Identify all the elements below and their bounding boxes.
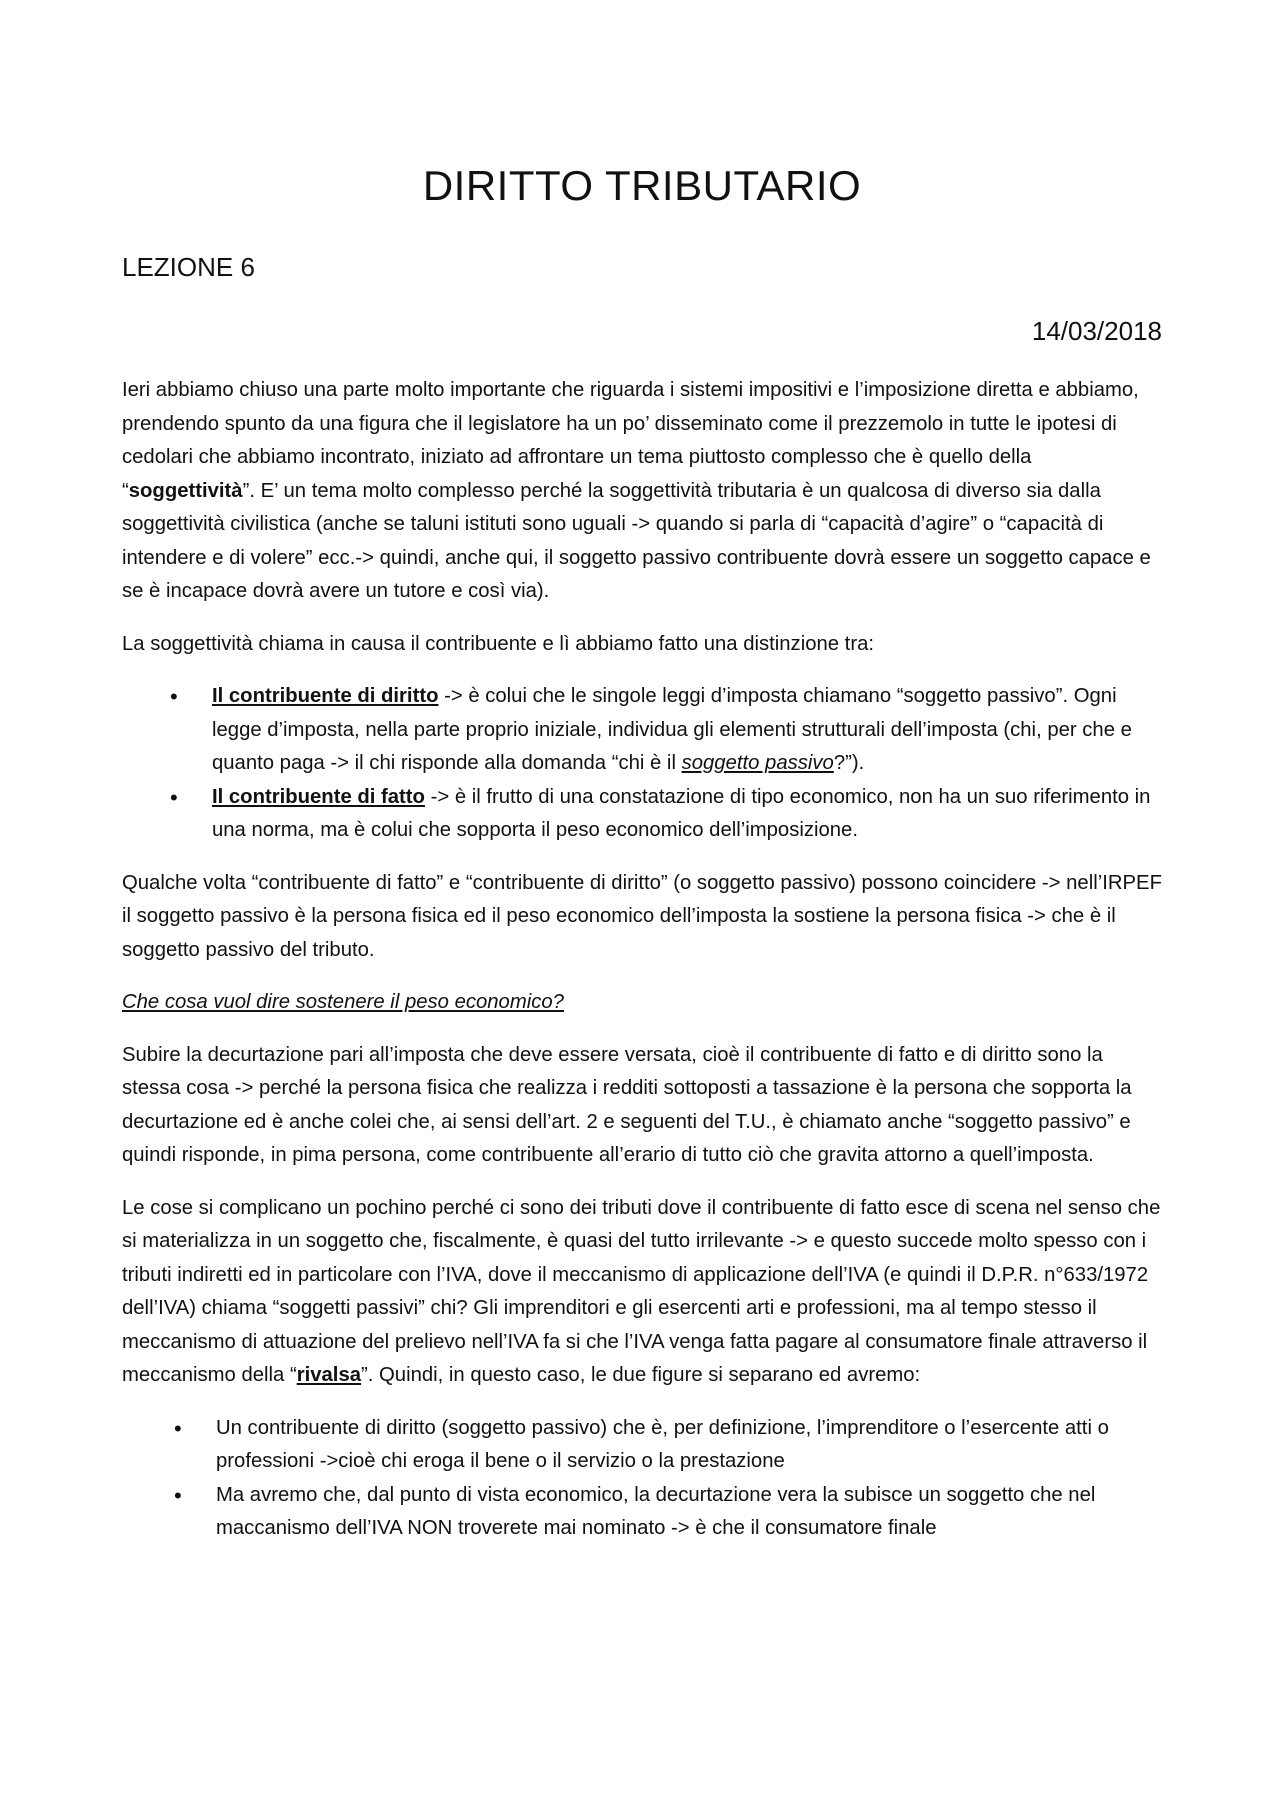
paragraph-distinction: La soggettività chiama in causa il contribuente e lì abbiamo fatto una distinzione tra: [122, 632, 874, 655]
document-title: DIRITTO TRIBUTARIO [422, 162, 862, 209]
paragraph-intro: Ieri abbiamo chiuso una parte molto importante che riguarda i sistemi impositivi e l’imposizione diretta e abbiamo, prendendo spunto da una figura che il legislatore ha un po’ disseminato come il prezzemolo in tutte le ipotesi di cedolari che abbiamo incontrato, iniziato ad affrontare un tema piuttosto complesso che è quello della “soggettività”. E’ un tema molto complesso perché la soggettività tributaria è un qualcosa di diverso sia dalla soggettività civilistica (anche se taluni istituti sono uguali -> quando si parla di “capacità d’agire” o “capacità di intendere e di volere” ecc.-> quindi, anche qui, il soggetto passivo contribuente dovrà essere un soggetto capace e se è incapace dovrà avere un tutore e così via). [122, 379, 1151, 602]
list-item-contribuente-diritto: • Il contribuente di diritto -> è colui che le singole leggi d’imposta chiamano “soggetto passivo”. Ogni legge d’imposta, nella parte proprio iniziale, individua gli elementi strutturali dell’imposta (chi, per che e quanto paga -> il chi risponde alla domanda “chi è il soggetto passivo?”). [212, 680, 1162, 781]
list-item-contribuente-fatto: • Il contribuente di fatto -> è il frutto di una constatazione di tipo economico, non ha un suo riferimento in una norma, ma è colui che sopporta il peso economico dell’imposizione. [212, 781, 1162, 848]
contributor-list [122, 680, 1162, 848]
term-contribuente-diritto: Il contribuente di diritto [212, 685, 439, 707]
list-item: • Ma avremo che, dal punto di vista economico, la decurtazione vera la subisce un soggetto che nel maccanismo dell’IVA NON troverete mai nominato -> è che il consumatore finale [216, 1479, 1162, 1546]
iva-list [122, 1412, 1162, 1546]
term-soggetto-passivo: soggetto passivo [681, 752, 834, 774]
paragraph-coincidence: Qualche volta “contribuente di fatto” e “contribuente di diritto” (o soggetto passivo) possono coincidere -> nell’IRPEF il soggetto passivo è la persona fisica ed il peso economico dell’imposta la sostiene la persona fisica -> che è il soggetto passivo del tributo. [122, 871, 1162, 961]
lesson-date: 14/03/2018 [1031, 316, 1162, 346]
term-contribuente-fatto: Il contribuente di fatto [212, 785, 425, 808]
document-body [122, 374, 1162, 1565]
lesson-label: LEZIONE 6 [122, 252, 255, 282]
keyword-soggettivita: soggettività [128, 479, 243, 502]
list-item: • Un contribuente di diritto (soggetto passivo) che è, per definizione, l’imprenditore o l’esercente atti o professioni ->cioè chi eroga il bene o il servizio o la prestazione [216, 1412, 1162, 1479]
paragraph-iva: Le cose si complicano un pochino perché ci sono dei tributi dove il contribuente di fatto esce di scena nel senso che si materializza in un soggetto che, fiscalmente, è quasi del tutto irrilevante -> e questo succede molto spesso con i tributi indiretti ed in particolare con l’IVA, dove il meccanismo di applicazione dell’IVA (e quindi il D.P.R. n°633/1972 dell’IVA) chiama “soggetti passivi” chi? Gli imprenditori e gli esercenti arti e professioni, ma al tempo stesso il meccanismo di attuazione del prelievo nell’IVA fa si che l’IVA venga fatta pagare al consumatore finale attraverso il meccanismo della “rivalsa”. Quindi, in questo caso, le due figure si separano ed avremo: [122, 1196, 1161, 1386]
question-heading: Che cosa vuol dire sostenere il peso economico? [122, 991, 564, 1013]
paragraph-decurtazione: Subire la decurtazione pari all’imposta che deve essere versata, cioè il contribuente di fatto e di diritto sono la stessa cosa -> perché la persona fisica che realizza i redditi sottoposti a tassazione è la persona che sopporta la decurtazione ed è anche colei che, ai sensi dell’art. 2 e seguenti del T.U., è chiamato anche “soggetto passivo” e quindi risponde, in pima persona, come contribuente all’erario di tutto ciò che gravita attorno a quell’imposta. [122, 1043, 1132, 1166]
keyword-rivalsa: rivalsa [296, 1364, 361, 1386]
